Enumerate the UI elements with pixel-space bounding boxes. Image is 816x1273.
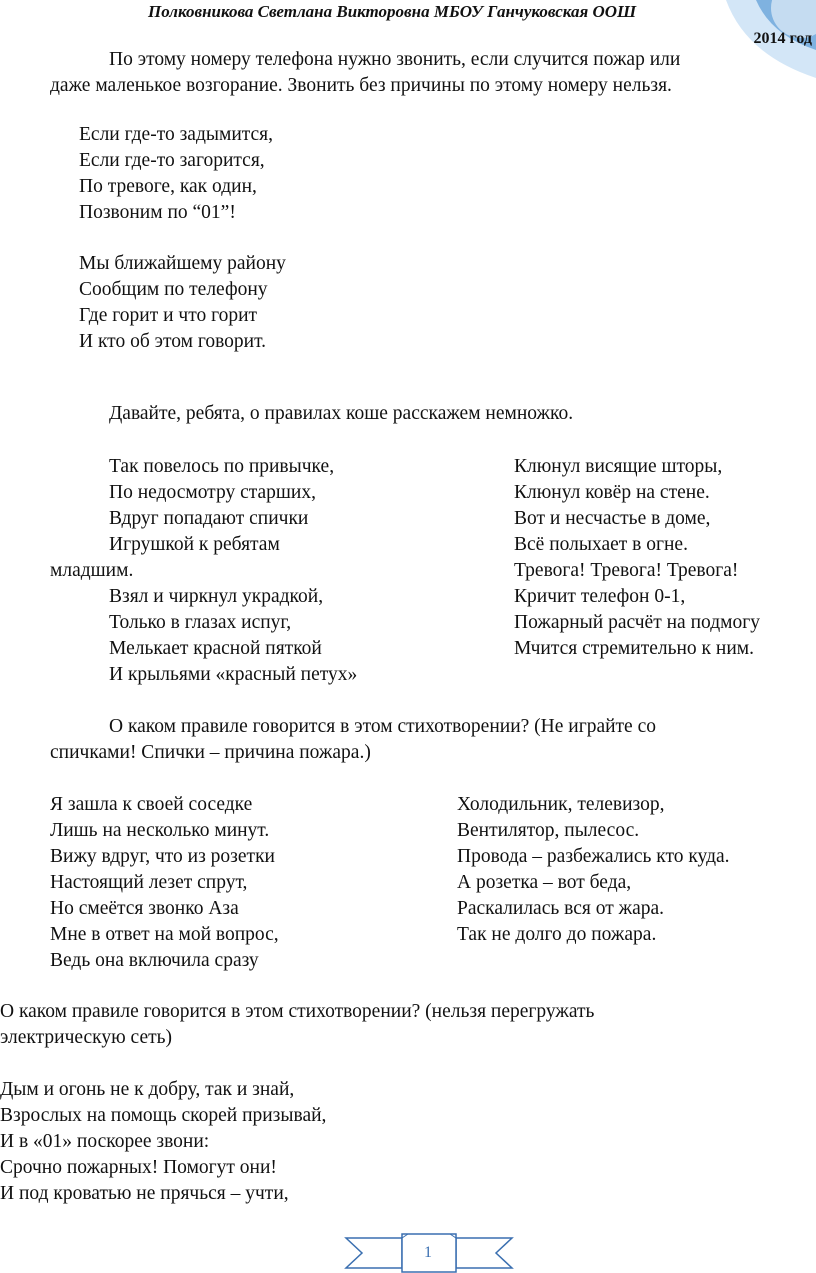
poem-line: Кричит телефон 0-1, (514, 586, 686, 607)
poem-line: Сообщим по телефону (79, 279, 268, 300)
poem-line: А розетка – вот беда, (457, 872, 632, 893)
poem-line: Провода – разбежались кто куда. (457, 846, 730, 867)
header-title: Полковникова Светлана Викторовна МБОУ Ганчуковская ООШ (148, 2, 637, 21)
poem-socket-right (457, 792, 730, 948)
poem-line: И под кроватью не прячься – учти, (0, 1183, 289, 1204)
poem-line: Срочно пожарных! Помогут они! (0, 1157, 277, 1178)
poem-line: Взял и чиркнул украдкой, (109, 586, 324, 607)
poem-line: Взрослых на помощь скорей призывай, (0, 1105, 327, 1126)
poem-line: Тревога! Тревога! Тревога! (514, 560, 739, 581)
intro-line: По этому номеру телефона нужно звонить, если случится пожар или (109, 49, 681, 70)
poem-smoke-fire (0, 1077, 326, 1207)
header-year: 2014 год (753, 30, 812, 47)
poem-line: По тревоге, как один, (79, 176, 257, 197)
poem-line: Вентилятор, пылесос. (457, 820, 640, 841)
poem-line: Ведь она включила сразу (50, 950, 259, 971)
poem-matches-right (514, 454, 760, 662)
poem-line: Мне в ответ на мой вопрос, (50, 924, 279, 945)
poem-line: И крыльями «красный петух» (109, 664, 358, 685)
question-line: О каком правиле говорится в этом стихотворении? (Не играйте со (109, 716, 656, 737)
poem-matches-left (50, 454, 357, 688)
poem-line: Холодильник, телевизор, (457, 794, 665, 815)
poem-line: По недосмотру старших, (109, 482, 316, 503)
poem-line: Пожарный расчёт на подмогу (514, 612, 760, 633)
prompt-text: Давайте, ребята, о правилах коше расскажем немножко. (109, 403, 574, 424)
poem-01-calling (79, 122, 273, 226)
poem-line: И кто об этом говорит. (79, 331, 267, 352)
poem-line: Позвоним по “01”! (79, 202, 236, 223)
question-line: О каком правиле говорится в этом стихотворении? (нельзя перегружать (0, 1001, 595, 1022)
poem-line: Но смеётся звонко Аза (50, 898, 239, 919)
poem-line: Раскалилась вся от жара. (457, 898, 665, 919)
poem-line: Вдруг попадают спички (109, 508, 309, 529)
poem-line: Дым и огонь не к добру, так и знай, (0, 1079, 295, 1100)
poem-line: Я зашла к своей соседке (50, 794, 253, 815)
poem-line: Мелькает красной пяткой (109, 638, 322, 659)
question-line: спичками! Спички – причина пожара.) (50, 742, 371, 763)
question-overload (0, 999, 594, 1051)
poem-line: младшим. (50, 560, 134, 581)
poem-line: Всё полыхает в огне. (514, 534, 688, 555)
poem-line: Вижу вдруг, что из розетки (50, 846, 275, 867)
poem-line: Если где-то задымится, (79, 124, 274, 145)
page-number: 1 (424, 1244, 432, 1261)
poem-line: Клюнул висящие шторы, (514, 456, 723, 477)
poem-line: Настоящий лезет спрут, (50, 872, 248, 893)
prompt-line (109, 401, 573, 427)
intro-line: даже маленькое возгорание. Звонить без причины по этому номеру нельзя. (50, 75, 672, 96)
poem-line: И в «01» поскорее звони: (0, 1131, 210, 1152)
poem-line: Игрушкой к ребятам (109, 534, 280, 555)
poem-line: Только в глазах испуг, (109, 612, 292, 633)
poem-line: Где горит и что горит (79, 305, 258, 326)
poem-line: Клюнул ковёр на стене. (514, 482, 710, 503)
intro-paragraph (50, 47, 680, 99)
poem-line: Так повелось по привычке, (109, 456, 335, 477)
poem-line: Лишь на несколько минут. (50, 820, 270, 841)
poem-report-fire (79, 251, 286, 355)
poem-line: Вот и несчастье в доме, (514, 508, 711, 529)
poem-line: Так не долго до пожара. (457, 924, 657, 945)
question-matches (50, 714, 656, 766)
poem-socket-left (50, 792, 279, 974)
poem-line: Мы ближайшему району (79, 253, 286, 274)
question-line: электрическую сеть) (0, 1027, 173, 1048)
poem-line: Если где-то загорится, (79, 150, 265, 171)
poem-line: Мчится стремительно к ним. (514, 638, 754, 659)
